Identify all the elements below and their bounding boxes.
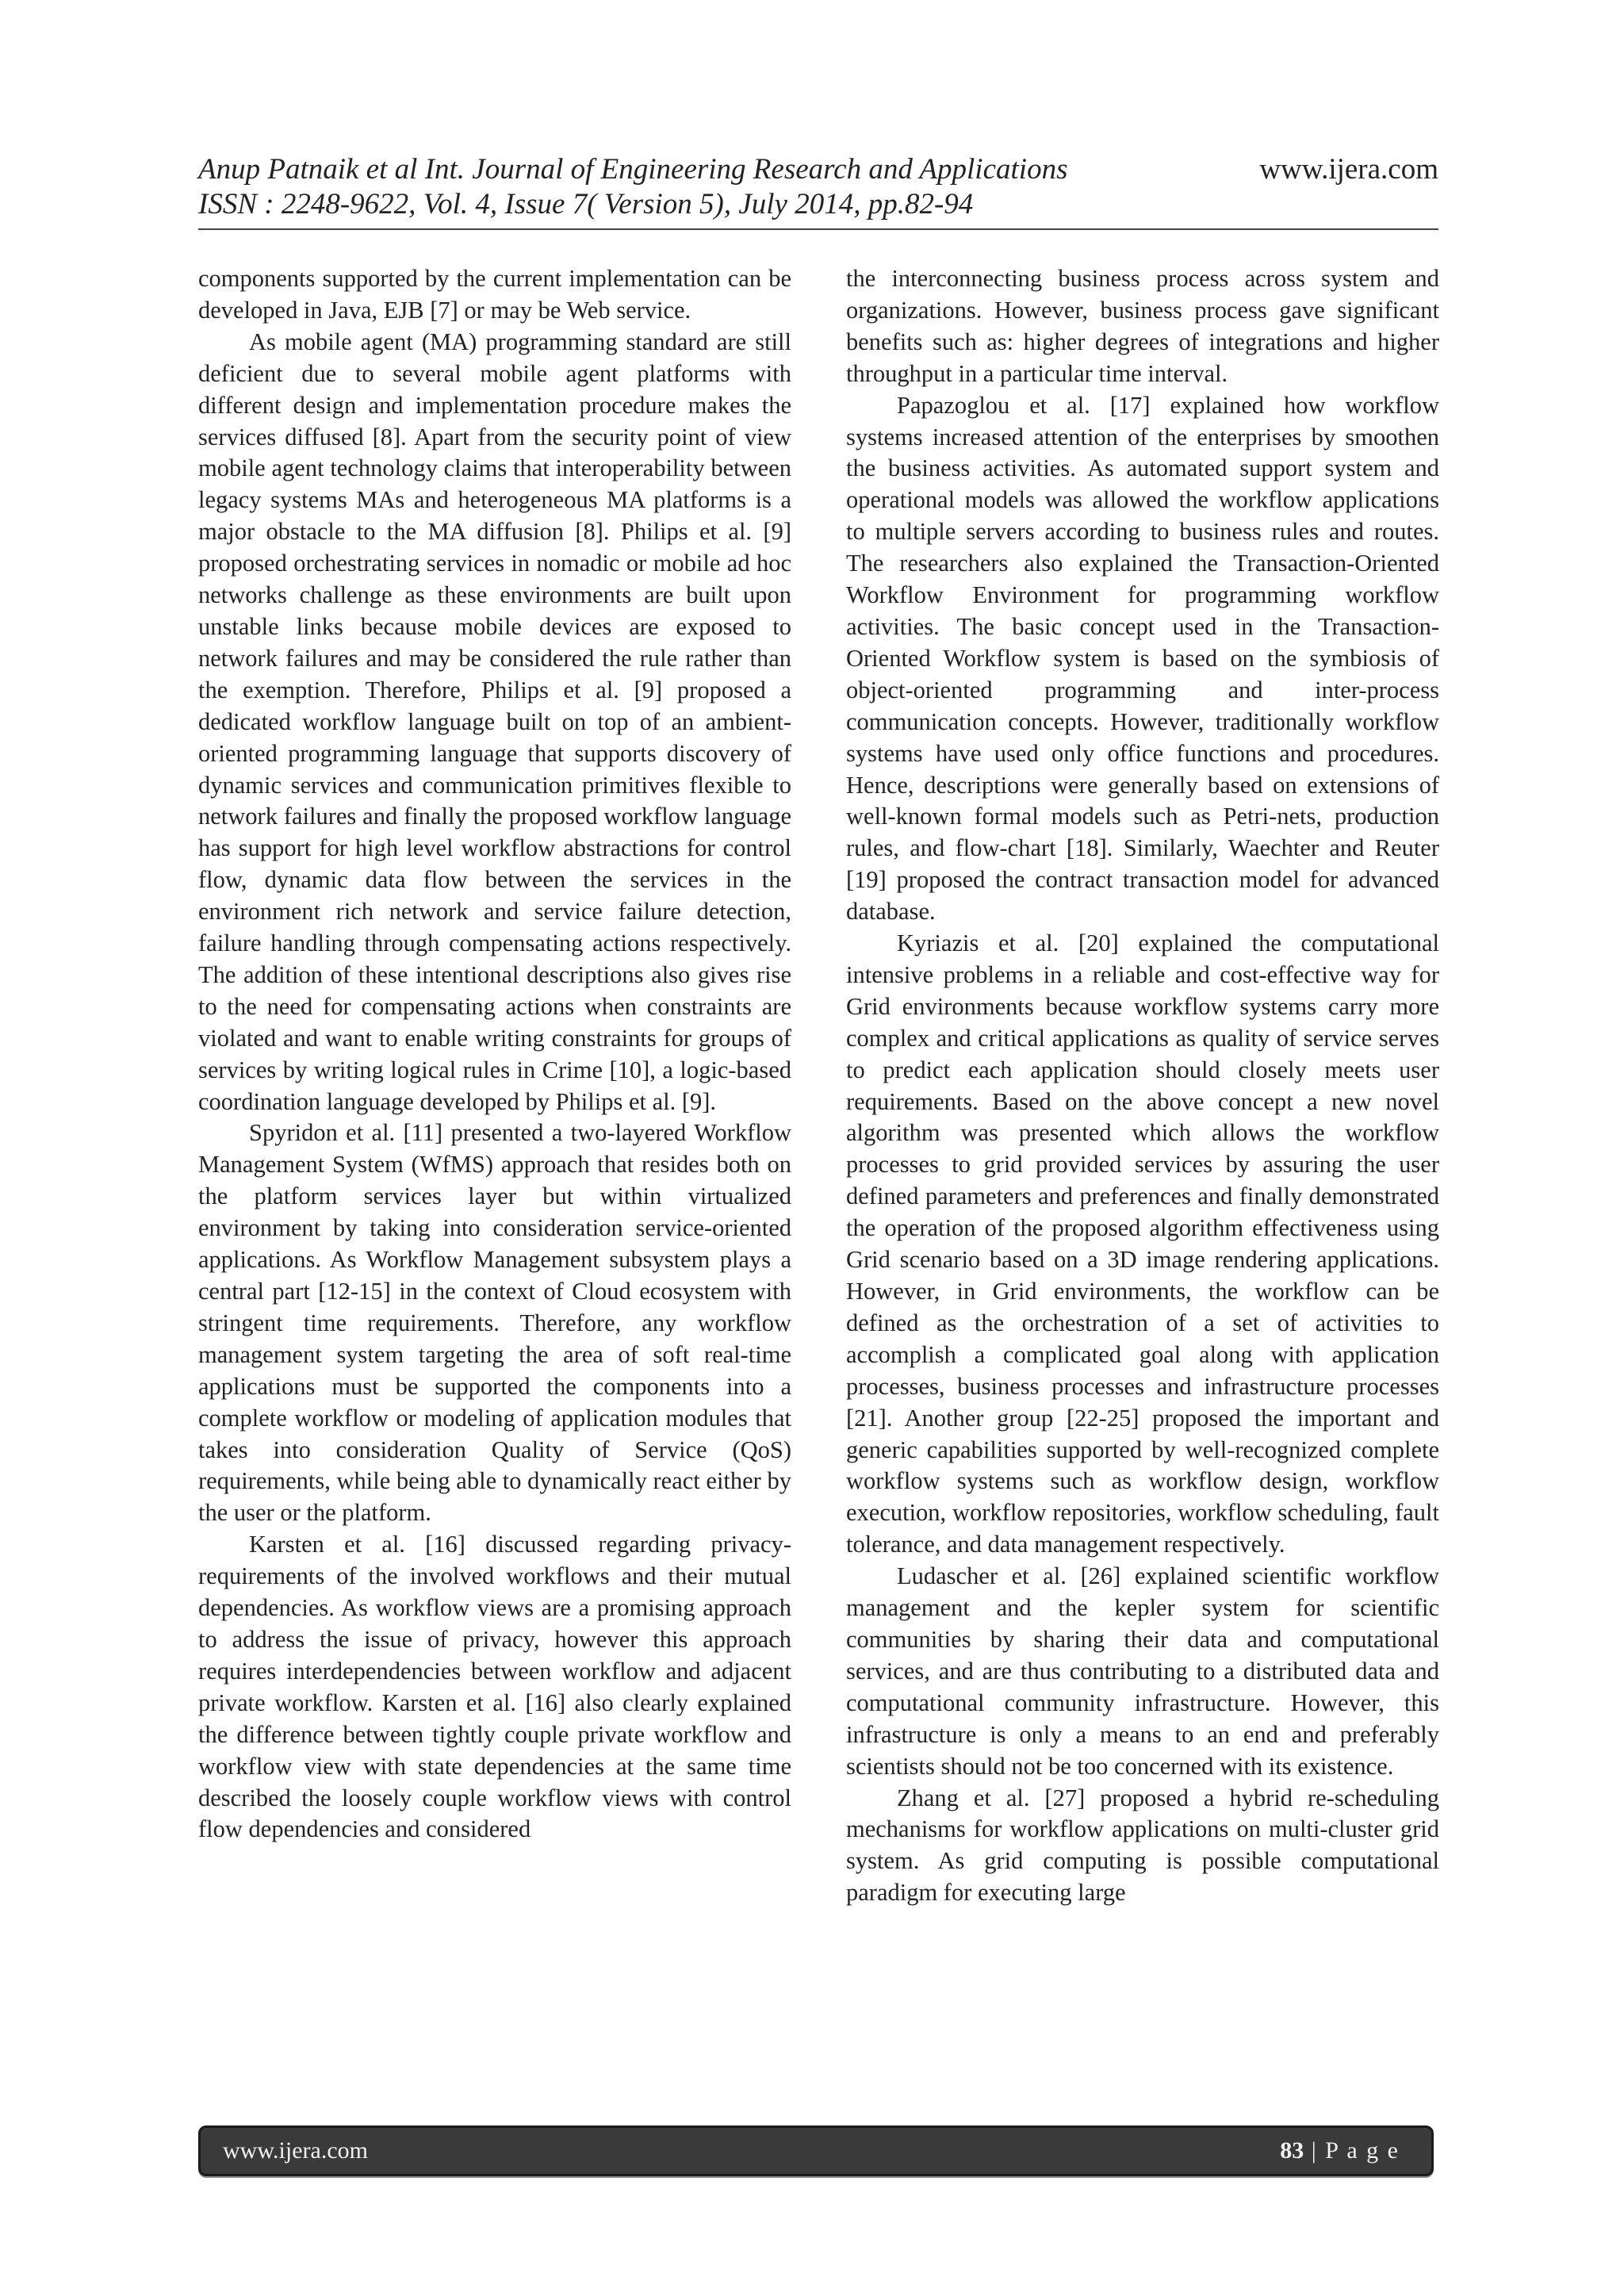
issn-line: ISSN : 2248-9622, Vol. 4, Issue 7( Version 5), July 2014, pp.82-94	[198, 188, 974, 220]
header-rule	[198, 228, 1438, 230]
journal-citation: Anup Patnaik et al Int. Journal of Engineering Research and Applications	[198, 153, 1068, 186]
left-column	[198, 263, 791, 1846]
paragraph: As mobile agent (MA) programming standard are still deficient due to several mobile agent platforms with different design and implementation procedure makes the services diffused [8]. Apart from the security point of view mobile agent technology claims that interoperability between legacy systems MAs and heterogeneous MA platforms is a major obstacle to the MA diffusion [8]. Philips et al. [9] proposed orchestrating services in nomadic or mobile ad hoc networks challenge as these environments are built upon unstable links because mobile devices are exposed to network failures and may be considered the rule rather than the exemption. Therefore, Philips et al. [9] proposed a dedicated workflow language built on top of an ambient-oriented programming language that supports discovery of dynamic services and communication primitives flexible to network failures and finally the proposed workflow language has support for high level workflow abstractions for control flow, dynamic data flow between the services in the environment rich network and service failure detection, failure handling through compensating actions respectively. The addition of these intentional descriptions also gives rise to the need for compensating actions when constraints are violated and want to enable writing constraints for groups of services by writing logical rules in Crime [10], a logic-based coordination language developed by Philips et al. [9].	[198, 328, 791, 1115]
page-label: | P a g e	[1304, 2137, 1400, 2164]
paragraph: Kyriazis et al. [20] explained the computational intensive problems in a reliable and cost-effective way for Grid environments because workflow systems carry more complex and critical applications as quality of service serves to predict each application should closely meets user requirements. Based on the above concept a new novel algorithm was presented which allows the workflow processes to grid provided services by assuring the user defined parameters and preferences and finally demonstrated the operation of the proposed algorithm effectiveness using Grid scenario based on a 3D image rendering applications. However, in Grid environments, the workflow can be defined as the orchestration of a set of activities to accomplish a complicated goal along with application processes, business processes and infrastructure processes [21]. Another group [22-25] proposed the important and generic capabilities supported by well-recognized complete workflow systems such as workflow design, workflow execution, workflow repositories, workflow scheduling, fault tolerance, and data management respectively.	[846, 930, 1439, 1558]
paragraph: the interconnecting business process across system and organizations. However, business process gave significant benefits such as: higher degrees of integrations and higher throughput in a particular time interval.	[846, 265, 1439, 387]
header-website: www.ijera.com	[1259, 153, 1438, 186]
paragraph: Spyridon et al. [11] presented a two-layered Workflow Management System (WfMS) approach that resides both on the platform services layer but within virtualized environment by taking into consideration service-oriented applications. As Workflow Management subsystem plays a central part [12-15] in the context of Cloud ecosystem with stringent time requirements. Therefore, any workflow management system targeting the area of soft real-time applications must be supported the components into a complete workflow or modeling of application modules that takes into consideration Quality of Service (QoS) requirements, while being able to dynamically react either by the user or the platform.	[198, 1119, 791, 1527]
right-column	[846, 263, 1439, 1909]
paragraph: Ludascher et al. [26] explained scientific workflow management and the kepler system for scientific communities by sharing their data and computational services, and are thus contributing to a distributed data and computational community infrastructure. However, this infrastructure is only a means to an end and preferably scientists should not be too concerned with its existence.	[846, 1562, 1439, 1780]
page-number: 83	[1280, 2137, 1304, 2164]
paragraph: Karsten et al. [16] discussed regarding privacy-requirements of the involved workflows and their mutual dependencies. As workflow views are a promising approach to address the issue of privacy, however this approach requires interdependencies between workflow and adjacent private workflow. Karsten et al. [16] also clearly explained the difference between tightly couple private workflow and workflow view with state dependencies at the same time described the loosely couple workflow views with control flow dependencies and considered	[198, 1531, 791, 1843]
paragraph: Papazoglou et al. [17] explained how workflow systems increased attention of the enterprises by smoothen the business activities. As automated support system and operational models was allowed the workflow applications to multiple servers according to business rules and routes. The researchers also explained the Transaction-Oriented Workflow Environment for programming workflow activities. The basic concept used in the Transaction-Oriented Workflow system is based on the symbiosis of object-oriented programming and inter-process communication concepts. However, traditionally workflow systems have used only office functions and procedures. Hence, descriptions were generally based on extensions of well-known formal models such as Petri-nets, production rules, and flow-chart [18]. Similarly, Waechter and Reuter [19] proposed the contract transaction model for advanced database.	[846, 391, 1439, 926]
footer-website: www.ijera.com	[223, 2137, 368, 2164]
paragraph: components supported by the current implementation can be developed in Java, EJB [7] or may be Web service.	[198, 265, 791, 324]
paragraph: Zhang et al. [27] proposed a hybrid re-scheduling mechanisms for workflow applications on multi-cluster grid system. As grid computing is possible computational paradigm for executing large	[846, 1784, 1439, 1907]
page-footer	[198, 2125, 1434, 2176]
page-indicator	[1280, 2137, 1400, 2164]
